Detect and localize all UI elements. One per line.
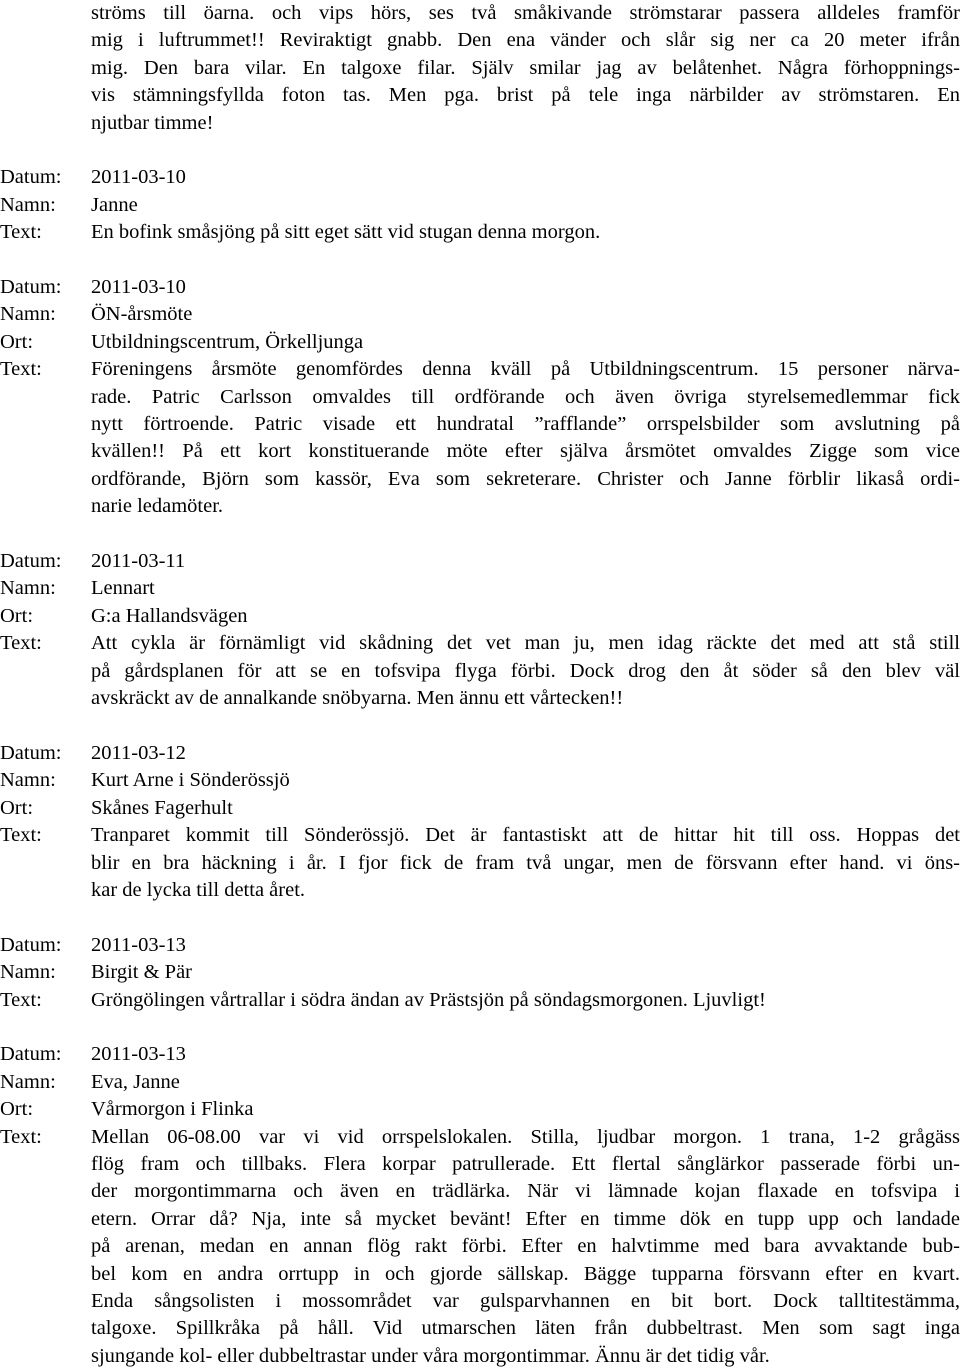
text-line: sjungande kol- eller dubbeltrastar under våra morgontimmar. Ännu är det tidig vår.: [91, 1344, 770, 1367]
text-line: Enda sångsolisten i mossområdet var gulsparvhannen en bit bort. Dock talltitestämma,: [91, 1290, 960, 1312]
datum-value: 2011-03-10: [91, 276, 186, 299]
text-label: Text:: [0, 358, 42, 381]
namn-value: Lennart: [91, 577, 155, 600]
text-label: Text:: [0, 824, 42, 847]
text-line: mig i luftrummet!! Reviraktigt gnabb. Den ena vänder och slår sig ner ca 20 meter ifrån: [91, 29, 960, 52]
text-line: rade. Patric Carlsson omvaldes till ordförande och även övriga styrelsemedlemmar fick: [91, 385, 960, 408]
text-line: En bofink småsjöng på sitt eget sätt vid stugan denna morgon.: [91, 221, 601, 244]
text-value: [91, 1124, 960, 1370]
text-line: ströms till öarna. och vips hörs, ses två småkivande strömstarar passera alldeles framför: [91, 2, 960, 24]
text-line: avskräckt av de annalkande snöbyarna. Men ännu ett vårtecken!!: [91, 687, 624, 710]
text-value: [91, 356, 960, 520]
text-line: på gårdsplanen för att se en tofsvipa flyga förbi. Dock drog den åt söder så den blev väl: [91, 659, 960, 682]
ort-value: Utbildningscentrum, Örkelljunga: [91, 330, 364, 353]
text-line: njutbar timme!: [91, 111, 214, 134]
datum-label: Datum:: [0, 166, 62, 189]
observation-entry: [0, 548, 960, 712]
datum-label: Datum:: [0, 550, 62, 573]
datum-value: 2011-03-13: [91, 933, 186, 956]
ort-label: Ort:: [0, 796, 34, 819]
text-line: vis stämningsfyllda foton tas. Men pga. brist på tele inga närbilder av strömstaren. En: [91, 84, 960, 107]
text-line: bel kom en andra orrtupp in och gjorde sällskap. Bägge tupparna försvann efter en kvart.: [91, 1262, 960, 1285]
datum-value: 2011-03-10: [91, 166, 186, 189]
text-value: [91, 987, 960, 1014]
datum-value: 2011-03-12: [91, 741, 186, 764]
text-line: flög fram och tillbaks. Flera korpar patrullerade. Ett flertal sånglärkor passerade förbi un-: [91, 1152, 960, 1175]
text-line: blir en bra häckning i år. I fjor fick de fram två ungar, men de försvann efter hand. vi öns-: [91, 851, 960, 874]
text-value: [91, 822, 960, 904]
text-value: [91, 219, 960, 246]
datum-label: Datum:: [0, 1043, 62, 1066]
text-line: Gröngölingen vårtrallar i södra ändan av Prästsjön på söndagsmorgonen. Ljuvligt!: [91, 988, 766, 1011]
namn-label: Namn:: [0, 193, 56, 216]
observation-entry: [0, 740, 960, 904]
namn-label: Namn:: [0, 961, 56, 984]
ort-value: Vårmorgon i Flinka: [91, 1098, 254, 1121]
ort-label: Ort:: [0, 330, 34, 353]
namn-label: Namn:: [0, 303, 56, 326]
namn-value: ÖN-årsmöte: [91, 303, 193, 326]
namn-value: Kurt Arne i Sönderössjö: [91, 769, 290, 792]
text-line: kar de lycka till detta året.: [91, 878, 306, 901]
text-value: [91, 630, 960, 712]
namn-value: Birgit & Pär: [91, 961, 192, 984]
text-line: ordförande, Björn som kassör, Eva som sekreterare. Christer och Janne förblir likaså ordi-: [91, 467, 960, 490]
text-line: Tranparet kommit till Sönderössjö. Det är fantastiskt att de hittar hit till oss. Hoppas det: [91, 824, 960, 847]
text-line: talgoxe. Spillkråka på håll. Vid utmarschen läten från dubbeltrast. Men som sagt inga: [91, 1317, 960, 1340]
observation-entry: [0, 274, 960, 521]
ort-value: Skånes Fagerhult: [91, 796, 233, 819]
text-label: Text:: [0, 632, 42, 655]
text-line: Föreningens årsmöte genomfördes denna kväll på Utbildningscentrum. 15 personer närva-: [91, 358, 960, 381]
datum-label: Datum:: [0, 276, 62, 299]
datum-label: Datum:: [0, 933, 62, 956]
observation-entry: [0, 1041, 960, 1370]
text-line: nytt förtroende. Patric visade ett hundratal ”rafflande” orrspelsbilder som avslutning på: [91, 413, 960, 436]
text-line: der morgontimmarna och även en trädlärka. När vi lämnade kojan flaxade en tofsvipa i: [91, 1180, 960, 1203]
text-label: Text:: [0, 988, 42, 1011]
observation-entry: [0, 932, 960, 1014]
text-label: Text:: [0, 1125, 42, 1148]
namn-value: Eva, Janne: [91, 1070, 180, 1093]
text-line: kvällen!! På ett kort konstituerande möte efter själva årsmötet omvaldes Zigge som vice: [91, 440, 960, 463]
text-line: Mellan 06-08.00 var vi vid orrspelslokalen. Stilla, ljudbar morgon. 1 trana, 1-2 grågäss: [91, 1125, 960, 1148]
datum-label: Datum:: [0, 741, 62, 764]
datum-value: 2011-03-13: [91, 1043, 186, 1066]
namn-label: Namn:: [0, 769, 56, 792]
namn-value: Janne: [91, 193, 138, 216]
text-label: Text:: [0, 221, 42, 244]
text-line: narie ledamöter.: [91, 495, 224, 518]
observation-entry: [0, 164, 960, 246]
ort-value: G:a Hallandsvägen: [91, 604, 248, 627]
text-line: Att cykla är förnämligt vid skådning det vet man ju, men idag räckte det med att stå still: [91, 632, 960, 655]
ort-label: Ort:: [0, 604, 34, 627]
text-line: mig. Den bara vilar. En talgoxe filar. Själv smilar jag av belåtenhet. Några förhoppnings-: [91, 56, 960, 79]
intro-paragraph: [91, 0, 960, 137]
datum-value: 2011-03-11: [91, 550, 186, 573]
text-line: etern. Orrar då? Nja, inte så mycket bevänt! Efter en timme dök en tupp upp och landade: [91, 1207, 960, 1230]
namn-label: Namn:: [0, 1070, 56, 1093]
text-line: på arenan, medan en annan flög rakt förbi. Efter en halvtimme med bara avvaktande bub-: [91, 1235, 960, 1258]
ort-label: Ort:: [0, 1098, 34, 1121]
namn-label: Namn:: [0, 577, 56, 600]
